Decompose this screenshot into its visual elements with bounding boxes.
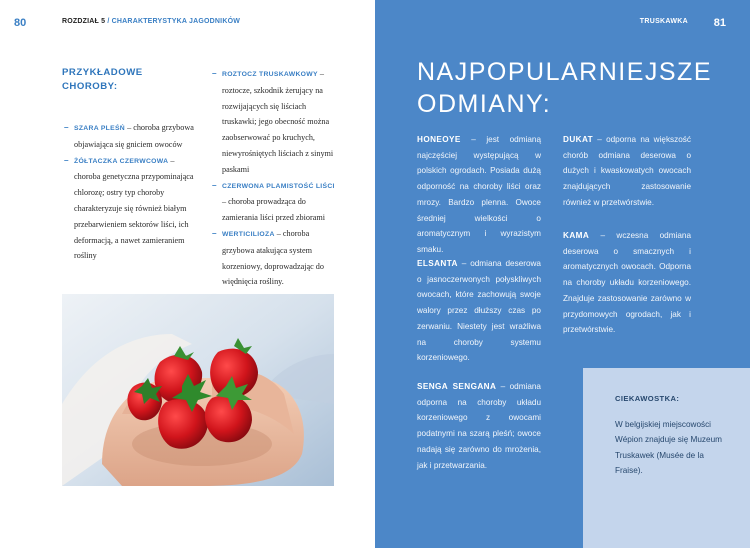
disease-description: – choroba grzybowa atakująca system korzeniowy, doprowadzając do więdnięcia rośliny. xyxy=(222,228,324,287)
dash-bullet: – xyxy=(212,69,217,78)
variety-description: – jest odmianą najczęściej występującą w polskich ogrodach. Posiada dużą odporność na choroby liści oraz mrozy. Bardzo plenna. Owoce średniej wielkości o aromatycznym i wyrazistym smaku. xyxy=(417,135,541,254)
disease-description: – choroba grzybowa objawiająca się gniciem owoców xyxy=(74,123,194,149)
disease-item xyxy=(62,120,194,153)
diseases-column-right xyxy=(210,66,340,290)
curiosity-title: CIEKAWOSTKA: xyxy=(615,394,680,403)
disease-item xyxy=(210,66,340,178)
diseases-column-left xyxy=(62,66,194,264)
title-line: NAJPOPULARNIEJSZE xyxy=(417,58,713,86)
title-line: ODMIANY: xyxy=(417,90,552,118)
chapter-topic: CHARAKTERYSTYKA JAGODNIKÓW xyxy=(111,18,241,25)
disease-description: – roztocze, szkodnik żerujący na rozwijających się liściach truskawki; jego obecność można zaobserwować po kruchych, niewyrośniętych liściach z sinymi paskami xyxy=(222,69,334,174)
chapter-separator: / xyxy=(105,18,112,25)
strawberries-photo xyxy=(62,294,334,486)
main-title xyxy=(417,56,717,120)
variety-name: KAMA xyxy=(563,231,590,240)
disease-item xyxy=(62,153,194,265)
section-title-line: CHOROBY: xyxy=(62,81,118,92)
chapter-label: ROZDZIAŁ 5 xyxy=(62,18,106,25)
variety-item xyxy=(417,256,541,366)
dash-bullet: – xyxy=(64,155,69,165)
page-number: 81 xyxy=(713,17,726,29)
variety-description: – odmiana odporna na choroby układu korzeniowego z owocami podatnymi na szarą pleśń; owoce nadają się zarówno do mrożenia, jak i przetwarzania. xyxy=(417,382,541,470)
variety-name: SENGA SENGANA xyxy=(417,382,497,391)
curiosity-text: W belgijskiej miejscowości Wépion znajduje się Muzeum Truskawek (Musée de la Fraise). xyxy=(615,420,722,475)
page-number: 80 xyxy=(14,17,27,29)
chapter-header xyxy=(62,18,240,25)
disease-name: ŻÓŁTACZKA CZERWCOWA xyxy=(74,157,169,165)
dash-bullet: – xyxy=(212,228,217,238)
variety-description: – odmiana deserowa o jasnoczerwonych połyskliwych owocach, które zachowują swoje walory przez dłuższy czas po zerwaniu. Niestety jest wrażliwa na choroby systemu korzeniowego. xyxy=(417,259,541,363)
variety-name: ELSANTA xyxy=(417,259,458,268)
disease-name: SZARA PLEŚŃ xyxy=(74,125,126,132)
variety-name: HONEOYE xyxy=(417,135,461,144)
disease-item xyxy=(210,178,340,226)
variety-name: DUKAT xyxy=(563,135,594,144)
dash-bullet: – xyxy=(212,180,217,190)
dash-bullet: – xyxy=(64,123,69,132)
variety-item xyxy=(417,132,541,258)
right-page xyxy=(375,0,750,548)
variety-item xyxy=(563,228,691,338)
disease-description: – choroba prowadząca do zamierania liści przed zbiorami xyxy=(222,197,325,223)
running-head: TRUSKAWKA xyxy=(639,18,688,25)
variety-description: – odporna na większość chorób odmiana deserowa o dużych i kwaskowatych owocach znajdujących zastosowanie również w przetwórstwie. xyxy=(563,135,691,207)
variety-item xyxy=(563,132,691,211)
disease-description: – choroba genetyczna przypominająca chlorozę; ostry typ choroby charakteryzuje się również białym przebarwieniem sektorów liści, ich deformacją, a nawet zamieraniem rośliny xyxy=(74,155,194,261)
disease-name: CZERWONA PLAMISTOŚĆ LIŚCI xyxy=(222,182,335,190)
variety-description: – wczesna odmiana deserowa o smacznych i aromatycznych owocach. Odporna na choroby układu korzeniowego. Znajduje zastosowanie zarówno w przydomowych ogrodach, jak i przetwórstwie. xyxy=(563,231,691,335)
disease-item xyxy=(210,226,340,290)
section-title-line: PRZYKŁADOWE xyxy=(62,67,143,78)
curiosity-box xyxy=(583,368,750,548)
hands-holding-strawberries-image xyxy=(62,294,334,486)
variety-item xyxy=(417,379,541,473)
disease-name: WERTICILIOZA xyxy=(222,230,275,238)
section-title xyxy=(62,66,194,94)
disease-name: ROZTOCZ TRUSKAWKOWY xyxy=(222,71,318,78)
